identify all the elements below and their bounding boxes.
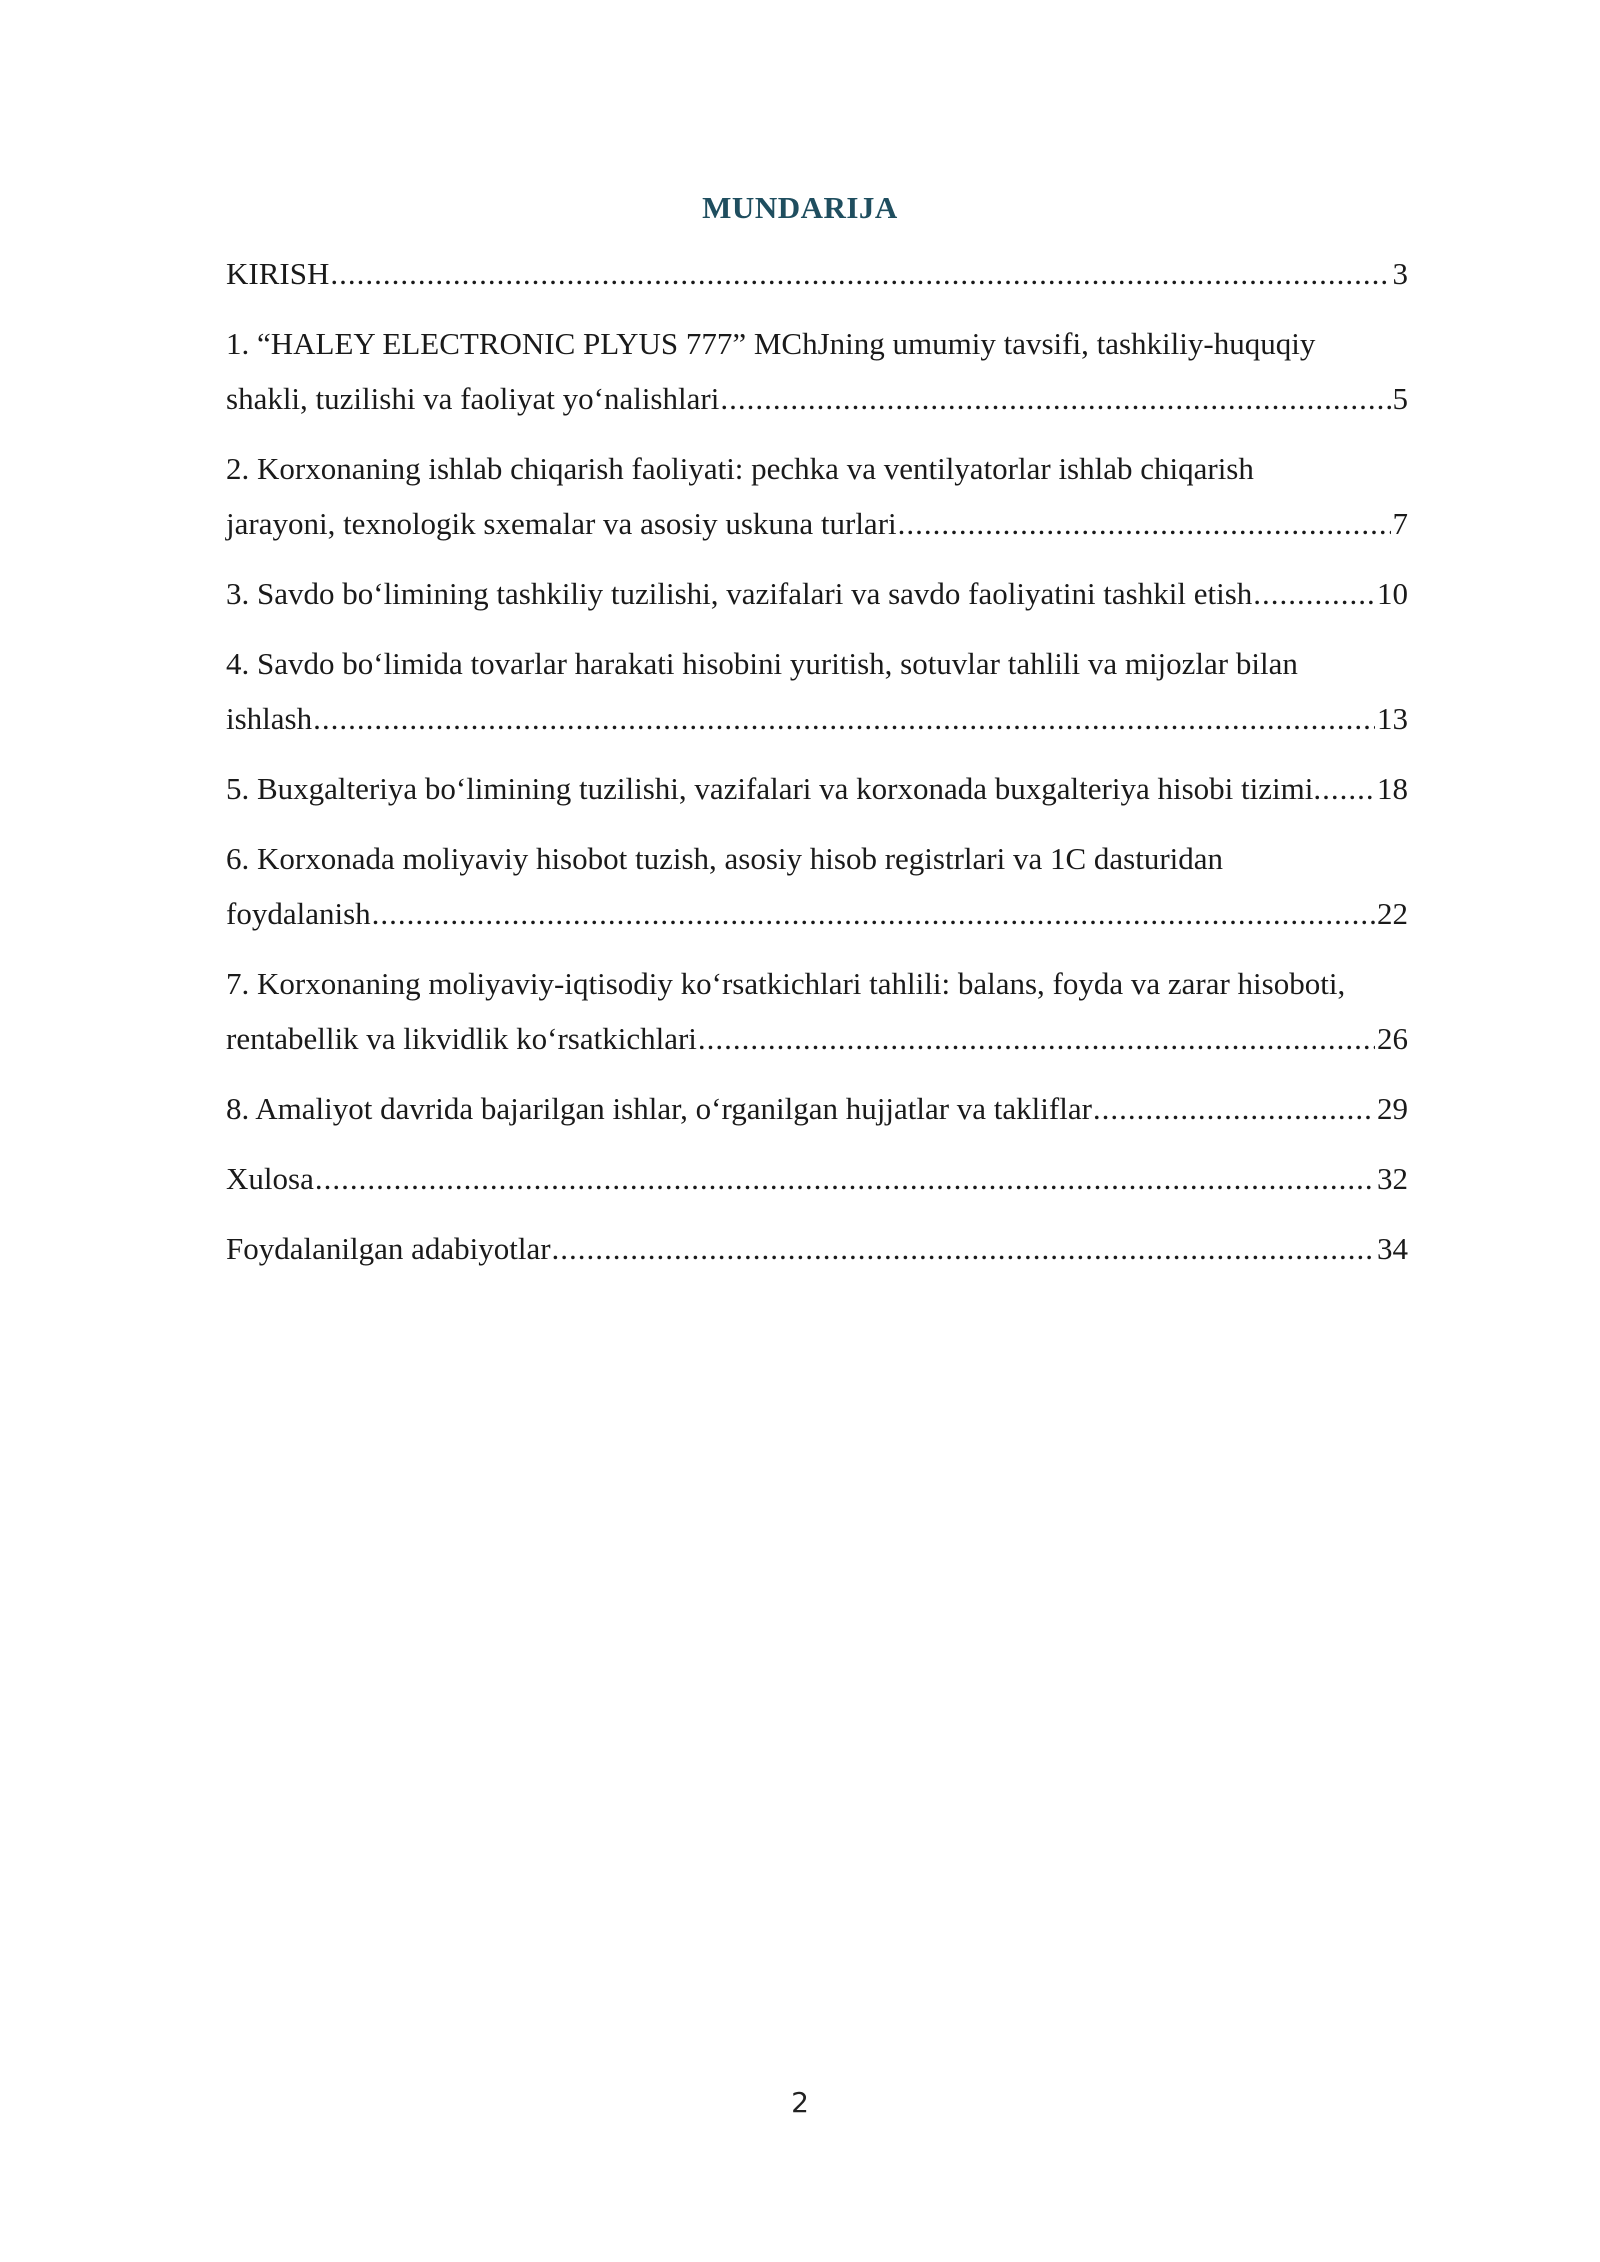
toc-entry-text: ishlash [226, 701, 313, 736]
toc-entry-line [226, 761, 1408, 816]
toc-page-number: 13 [1377, 701, 1408, 736]
toc-page-number: 29 [1377, 1091, 1408, 1126]
toc-page-number: 7 [1392, 506, 1408, 541]
dot-leader [315, 1151, 1375, 1206]
toc-entry-text: jarayoni, texnologik sxemalar va asosiy uskuna turlari [226, 506, 897, 541]
toc-entry-line [226, 956, 1408, 1011]
toc-entry[interactable] [226, 956, 1408, 1066]
toc-entry-line [226, 371, 1408, 426]
toc-entry-line [226, 316, 1408, 371]
toc-entry-text: Xulosa [226, 1161, 314, 1196]
toc-entry-line [226, 691, 1408, 746]
dot-leader [898, 496, 1391, 551]
table-of-contents [226, 246, 1408, 1291]
toc-entry-text: 8. Amaliyot davrida bajarilgan ishlar, o‘rganilgan hujjatlar va takliflar [226, 1091, 1092, 1126]
toc-entry-line [226, 246, 1408, 301]
toc-entry[interactable] [226, 441, 1408, 551]
toc-entry-text: shakli, tuzilishi va faoliyat yo‘nalishlari [226, 381, 720, 416]
toc-entry-line [226, 496, 1408, 551]
toc-entry-line [226, 636, 1408, 691]
toc-entry-text: rentabellik va likvidlik ko‘rsatkichlari [226, 1021, 697, 1056]
dot-leader [552, 1221, 1375, 1276]
dot-leader [313, 691, 1375, 746]
toc-entry[interactable] [226, 761, 1408, 816]
toc-page-number: 18 [1377, 771, 1408, 806]
toc-entry-text: 6. Korxonada moliyaviy hisobot tuzish, asosiy hisob registrlari va 1C dasturidan [226, 841, 1224, 876]
toc-entry-text: KIRISH [226, 256, 330, 291]
toc-entry-line [226, 1081, 1408, 1136]
dot-leader [1322, 761, 1375, 816]
toc-entry[interactable] [226, 636, 1408, 746]
toc-entry[interactable] [226, 1151, 1408, 1206]
toc-entry[interactable] [226, 566, 1408, 621]
toc-entry-line [226, 1011, 1408, 1066]
toc-page-number: 34 [1377, 1231, 1408, 1266]
toc-page-number: 5 [1392, 381, 1408, 416]
toc-entry-line [226, 441, 1408, 496]
toc-entry-line [226, 1151, 1408, 1206]
toc-entry-text: foydalanish [226, 896, 371, 931]
toc-entry-line [226, 1221, 1408, 1276]
dot-leader [330, 246, 1390, 301]
toc-entry[interactable] [226, 1081, 1408, 1136]
toc-entry-line [226, 831, 1408, 886]
toc-entry[interactable] [226, 1221, 1408, 1276]
toc-entry[interactable] [226, 831, 1408, 941]
toc-entry-text: 4. Savdo bo‘limida tovarlar harakati hisobini yuritish, sotuvlar tahlili va mijozlar bilan [226, 646, 1298, 681]
page-number: 2 [791, 2086, 809, 2119]
dot-leader [1093, 1081, 1375, 1136]
dot-leader [1253, 566, 1375, 621]
toc-page-number: 3 [1392, 256, 1408, 291]
page-title: MUNDARIJA [702, 190, 898, 225]
dot-leader [720, 371, 1390, 426]
dot-leader [698, 1011, 1375, 1066]
toc-entry-text: Foydalanilgan adabiyotlar [226, 1231, 551, 1266]
toc-page-number: 22 [1377, 896, 1408, 931]
toc-page-number: 26 [1377, 1021, 1408, 1056]
dot-leader [372, 886, 1375, 941]
toc-entry-text: 3. Savdo bo‘limining tashkiliy tuzilishi, vazifalari va savdo faoliyatini tashkil etish [226, 576, 1253, 611]
toc-entry-text: 2. Korxonaning ishlab chiqarish faoliyati: pechka va ventilyatorlar ishlab chiqarish [226, 451, 1254, 486]
toc-entry-text: 7. Korxonaning moliyaviy-iqtisodiy ko‘rsatkichlari tahlili: balans, foyda va zarar hisoboti, [226, 966, 1346, 1001]
toc-entry[interactable] [226, 246, 1408, 301]
toc-entry-text: 5. Buxgalteriya bo‘limining tuzilishi, vazifalari va korxonada buxgalteriya hisobi tizimi. [226, 771, 1322, 806]
toc-page-number: 32 [1377, 1161, 1408, 1196]
toc-entry-text: 1. “HALEY ELECTRONIC PLYUS 777” MChJning umumiy tavsifi, tashkiliy-huquqiy [226, 326, 1316, 361]
toc-page-number: 10 [1377, 576, 1408, 611]
toc-entry[interactable] [226, 316, 1408, 426]
toc-entry-line [226, 566, 1408, 621]
toc-entry-line [226, 886, 1408, 941]
